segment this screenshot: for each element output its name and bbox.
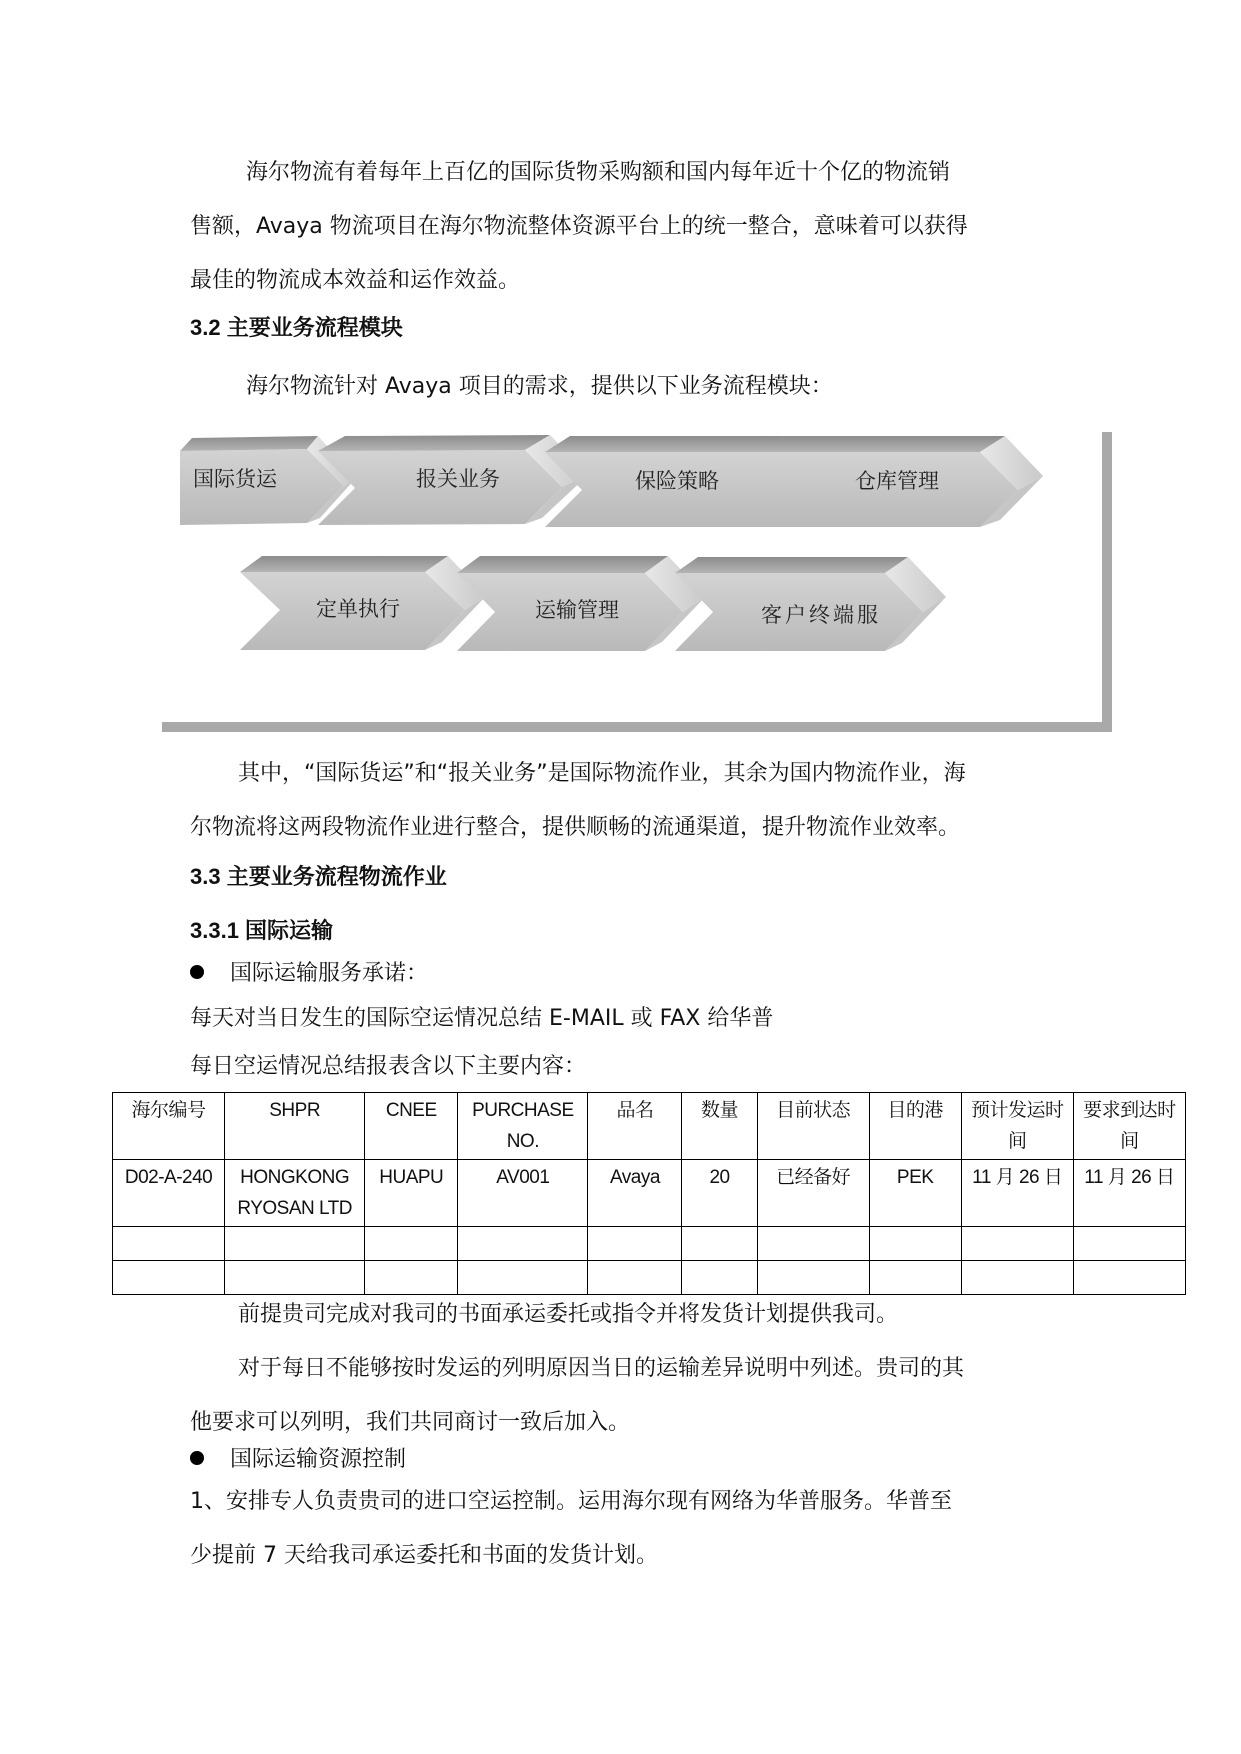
col-header-purchase-no: PURCHASE NO. <box>458 1093 588 1160</box>
section-3-2-lead: 海尔物流针对 Avaya 项目的需求，提供以下业务流程模块： <box>246 374 833 399</box>
module-order-execution <box>240 556 486 650</box>
col-header-haier-no: 海尔编号 <box>113 1093 225 1160</box>
bullet-text: 国际运输资源控制 <box>230 1447 407 1472</box>
module-transport-management <box>457 556 706 651</box>
col-header-required-arrival-time: 要求到达时间 <box>1073 1093 1185 1160</box>
after-diagram-line-2: 尔物流将这两段物流作业进行整合，提供顺畅的流通渠道，提升物流作业效率。 <box>190 815 961 840</box>
table-cell: Avaya <box>588 1160 682 1227</box>
col-header-quantity: 数量 <box>682 1093 757 1160</box>
after-table-line-1: 前提贵司完成对我司的书面承运委托或指令并将发货计划提供我司。 <box>238 1302 899 1327</box>
section-3-2-heading: 3.2 主要业务流程模块 <box>190 315 403 340</box>
table-header-row <box>113 1093 1186 1160</box>
item-1-line-2: 少提前 7 天给我司承运委托和书面的发货计划。 <box>190 1543 658 1568</box>
table-cell: AV001 <box>458 1160 588 1227</box>
table-cell: HUAPU <box>365 1160 458 1227</box>
after-table-paragraph <box>190 1288 1070 1450</box>
col-header-cnee: CNEE <box>365 1093 458 1160</box>
bullet-resource-control <box>190 1442 406 1473</box>
frame-bottom-edge <box>162 722 1112 732</box>
intro-line-3: 最佳的物流成本效益和运作效益。 <box>190 268 521 293</box>
report-content-line: 每日空运情况总结报表含以下主要内容： <box>190 1054 587 1079</box>
module-warehouse-management <box>760 436 1043 527</box>
table-cell: D02-A-240 <box>113 1160 225 1227</box>
col-header-destination-port: 目的港 <box>869 1093 961 1160</box>
after-diagram-line-1: 其中，“国际货运”和“报关业务”是国际物流作业，其余为国内物流作业，海 <box>238 761 966 786</box>
col-header-estimated-ship-time: 预计发运时间 <box>961 1093 1073 1160</box>
col-header-product-name: 品名 <box>588 1093 682 1160</box>
module-label: 定单执行 <box>316 597 400 621</box>
item-1-line-1: 1、安排专人负责贵司的进口空运控制。运用海尔现有网络为华普服务。华普至 <box>190 1489 952 1514</box>
email-fax-line: 每天对当日发生的国际空运情况总结 E-MAIL 或 FAX 给华普 <box>190 1006 774 1031</box>
resource-control-item-1 <box>190 1475 1070 1583</box>
module-label: 国际货运 <box>193 467 277 491</box>
daily-air-freight-report-table <box>112 1092 1186 1295</box>
module-label: 仓库管理 <box>855 469 939 493</box>
module-label: 客户终端服 <box>761 603 881 627</box>
bullet-dot-icon <box>190 965 204 979</box>
intro-line-2: 售额，Avaya 物流项目在海尔物流整体资源平台上的统一整合，意味着可以获得 <box>190 214 968 239</box>
frame-right-edge <box>1102 432 1112 732</box>
table-cell: PEK <box>869 1160 961 1227</box>
table-cell: 11 月 26 日 <box>1073 1160 1185 1227</box>
after-table-line-2: 对于每日不能够按时发运的列明原因当日的运输差异说明中列述。贵司的其 <box>238 1356 965 1381</box>
section-3-3-heading: 3.3 主要业务流程物流作业 <box>190 864 447 889</box>
module-customs-declaration <box>318 435 588 525</box>
bullet-service-commitment <box>190 956 428 987</box>
table-row-empty <box>113 1227 1186 1261</box>
intro-paragraph <box>190 146 1070 308</box>
module-label: 保险策略 <box>635 469 719 493</box>
table-row <box>113 1160 1186 1227</box>
col-header-current-status: 目前状态 <box>757 1093 869 1160</box>
table-cell: HONGKONG RYOSAN LTD <box>225 1160 365 1227</box>
bullet-dot-icon <box>190 1451 204 1465</box>
after-diagram-paragraph <box>190 747 1070 855</box>
table-cell: 20 <box>682 1160 757 1227</box>
col-header-shpr: SHPR <box>225 1093 365 1160</box>
section-3-3-1-heading: 3.3.1 国际运输 <box>190 918 334 943</box>
bullet-text: 国际运输服务承诺： <box>230 961 429 986</box>
table-cell: 11 月 26 日 <box>961 1160 1073 1227</box>
business-flow-diagram <box>150 430 1120 740</box>
after-table-line-3: 他要求可以列明，我们共同商讨一致后加入。 <box>190 1410 631 1435</box>
table-cell: 已经备好 <box>757 1160 869 1227</box>
module-customer-terminal-service <box>675 557 946 651</box>
intro-line-1: 海尔物流有着每年上百亿的国际货物采购额和国内每年近十个亿的物流销 <box>246 160 951 185</box>
module-label: 报关业务 <box>416 467 500 491</box>
module-label: 运输管理 <box>535 598 619 622</box>
